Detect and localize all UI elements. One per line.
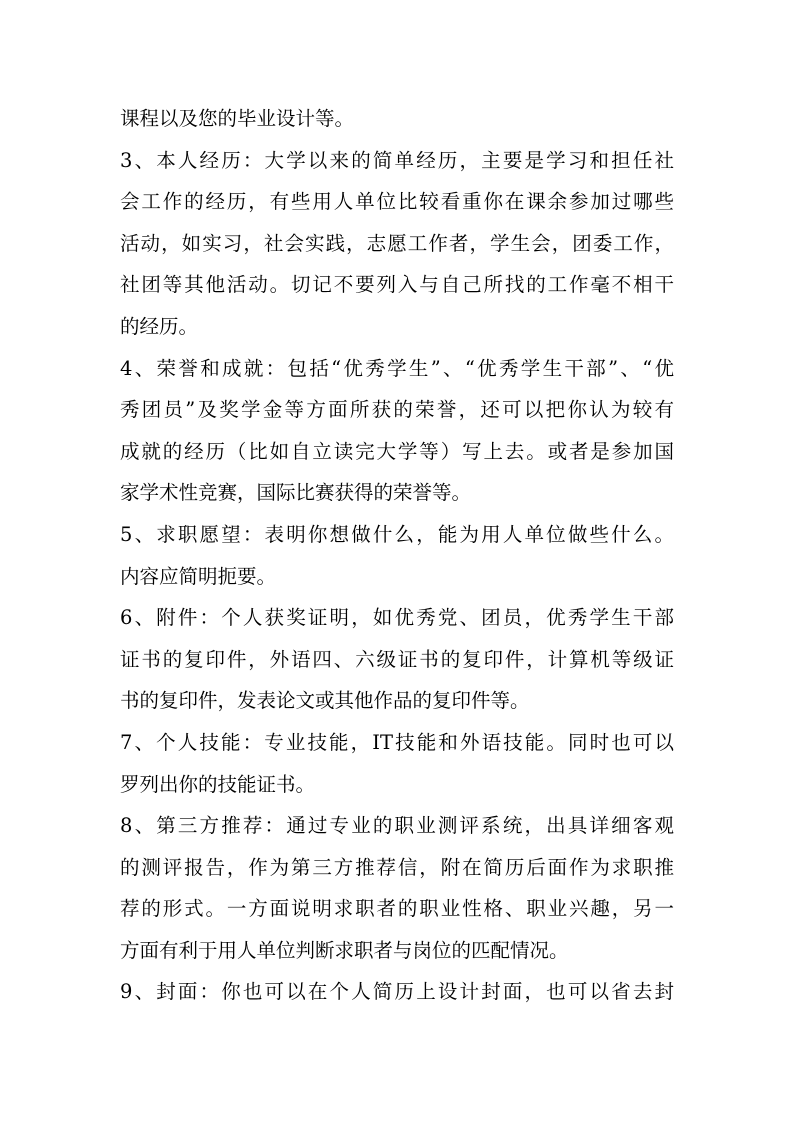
text-line: 罗列出你的技能证书。 <box>120 772 316 796</box>
text-line: 5、求职愿望：表明你想做什么，能为用人单位做些什么。 <box>120 522 674 546</box>
text-line: 家学术性竞赛，国际比赛获得的荣誉等。 <box>120 481 472 505</box>
text-line: 3、本人经历：大学以来的简单经历，主要是学习和担任社 <box>120 148 674 172</box>
text-line: 4、荣誉和成就：包括“优秀学生”、“优秀学生干部”、“优 <box>120 356 674 380</box>
text-line: 秀团员”及奖学金等方面所获的荣誉，还可以把你认为较有 <box>120 398 674 422</box>
text-line: 社团等其他活动。切记不要列入与自己所找的工作毫不相干 <box>120 273 674 297</box>
text-line: 会工作的经历，有些用人单位比较看重你在课余参加过哪些 <box>120 190 674 214</box>
text-line: 活动，如实习，社会实践，志愿工作者，学生会，团委工作， <box>120 231 674 255</box>
text-line: 的测评报告，作为第三方推荐信，附在简历后面作为求职推 <box>120 855 674 879</box>
text-line: 成就的经历（比如自立读完大学等）写上去。或者是参加国 <box>120 439 674 463</box>
text-line: 内容应简明扼要。 <box>120 564 277 588</box>
text-line: 课程以及您的毕业设计等。 <box>120 107 355 130</box>
text-line: 证书的复印件，外语四、六级证书的复印件，计算机等级证 <box>120 647 674 671</box>
text-line: 的经历。 <box>120 314 199 338</box>
text-line: 书的复印件，发表论文或其他作品的复印件等。 <box>120 689 530 713</box>
text-line: 7、个人技能：专业技能，IT技能和外语技能。同时也可以 <box>120 730 674 754</box>
text-line: 方面有利于用人单位判断求职者与岗位的匹配情况。 <box>120 938 569 962</box>
text-line: 荐的形式。一方面说明求职者的职业性格、职业兴趣，另一 <box>120 897 674 921</box>
text-line: 8、第三方推荐：通过专业的职业测评系统，出具详细客观 <box>120 814 674 838</box>
text-line: 6、附件：个人获奖证明，如优秀党、团员，优秀学生干部 <box>120 606 674 630</box>
document-body <box>120 98 674 1013</box>
text-line: 9、封面：你也可以在个人简历上设计封面，也可以省去封 <box>120 980 674 1004</box>
